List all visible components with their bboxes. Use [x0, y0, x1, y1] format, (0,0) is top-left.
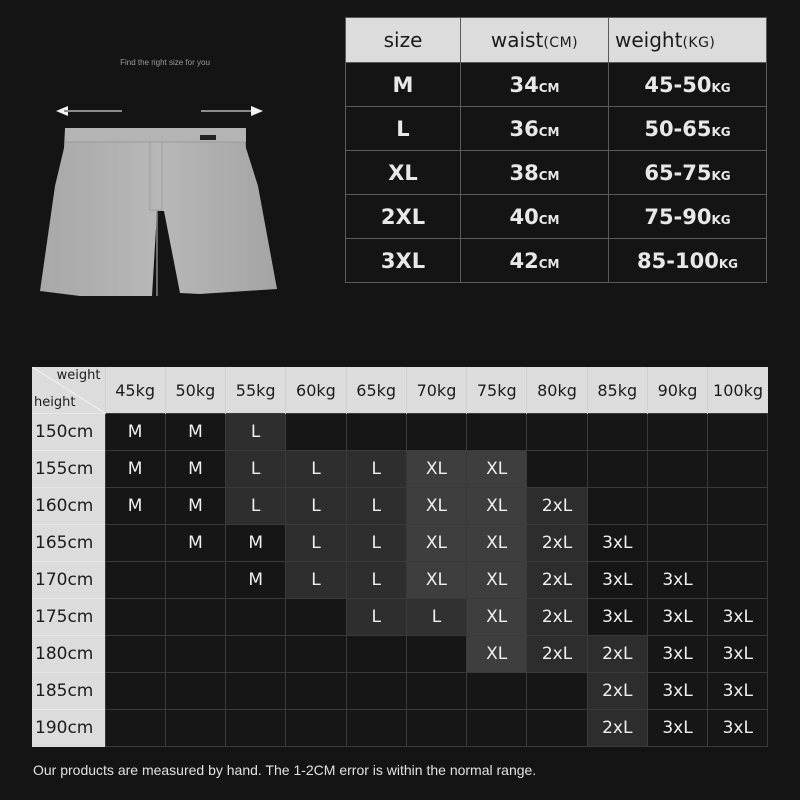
size-recommendation-cell [105, 599, 165, 636]
size-recommendation-cell: L [226, 451, 286, 488]
height-row-header: 155cm [32, 451, 105, 488]
size-recommendation-cell: M [226, 562, 286, 599]
size-recommendation-cell: XL [406, 451, 466, 488]
size-recommendation-cell: 3xL [647, 636, 707, 673]
waist-cell: 40CM [461, 195, 609, 239]
size-recommendation-cell: 3xL [587, 562, 647, 599]
size-recommendation-cell: 2xL [527, 525, 587, 562]
size-recommendation-cell [708, 525, 768, 562]
grid-row [32, 488, 768, 525]
size-recommendation-cell [346, 710, 406, 747]
size-recommendation-cell: M [165, 525, 225, 562]
size-recommendation-cell: 3xL [647, 710, 707, 747]
size-recommendation-cell: 3xL [708, 636, 768, 673]
size-recommendation-cell [647, 414, 707, 451]
weight-column-header: 100kg [708, 367, 768, 414]
weight-column-header: 50kg [165, 367, 225, 414]
height-row-header: 175cm [32, 599, 105, 636]
size-recommendation-cell: XL [467, 599, 527, 636]
grid-corner-header [32, 367, 105, 414]
size-cell: 2XL [346, 195, 461, 239]
boxer-shorts-image [40, 126, 278, 298]
size-recommendation-cell: L [346, 599, 406, 636]
size-recommendation-cell [708, 414, 768, 451]
size-recommendation-cell [346, 673, 406, 710]
height-row-header: 180cm [32, 636, 105, 673]
size-recommendation-cell [165, 636, 225, 673]
size-recommendation-cell: L [346, 525, 406, 562]
size-recommendation-cell [286, 414, 346, 451]
size-recommendation-cell [587, 414, 647, 451]
size-row [346, 107, 767, 151]
size-recommendation-cell: L [286, 525, 346, 562]
waist-cell: 34CM [461, 63, 609, 107]
measurement-disclaimer: Our products are measured by hand. The 1-2CM error is within the normal range. [33, 762, 537, 778]
size-recommendation-cell [406, 414, 466, 451]
height-row-header: 190cm [32, 710, 105, 747]
weight-column-header: 60kg [286, 367, 346, 414]
size-recommendation-cell: 2xL [527, 488, 587, 525]
size-recommendation-cell: M [165, 451, 225, 488]
size-recommendation-cell [708, 488, 768, 525]
height-axis-label: height [34, 395, 76, 410]
size-row [346, 195, 767, 239]
size-recommendation-cell: 3xL [647, 562, 707, 599]
weight-column-header: 55kg [226, 367, 286, 414]
weight-column-header: 65kg [346, 367, 406, 414]
size-recommendation-cell [346, 414, 406, 451]
size-recommendation-cell: 3xL [647, 599, 707, 636]
size-recommendation-cell: L [226, 488, 286, 525]
size-recommendation-cell [647, 451, 707, 488]
size-recommendation-cell [527, 710, 587, 747]
height-row-header: 165cm [32, 525, 105, 562]
size-recommendation-cell: 2xL [587, 673, 647, 710]
size-recommendation-cell: 3xL [587, 599, 647, 636]
size-row [346, 151, 767, 195]
size-recommendation-cell [105, 673, 165, 710]
weight-column-header: 70kg [406, 367, 466, 414]
size-recommendation-cell [286, 673, 346, 710]
weight-column-header: 75kg [467, 367, 527, 414]
size-recommendation-cell [226, 673, 286, 710]
weight-cell: 45-50KG [609, 63, 767, 107]
weight-cell: 85-100KG [609, 239, 767, 283]
size-recommendation-cell: M [226, 525, 286, 562]
size-recommendation-cell [587, 488, 647, 525]
size-recommendation-cell [105, 562, 165, 599]
height-row-header: 170cm [32, 562, 105, 599]
weight-column-header: 90kg [647, 367, 707, 414]
size-recommendation-cell [226, 636, 286, 673]
size-row [346, 239, 767, 283]
size-recommendation-cell [226, 710, 286, 747]
size-recommendation-cell [467, 414, 527, 451]
size-recommendation-cell [226, 599, 286, 636]
size-recommendation-cell: M [165, 414, 225, 451]
size-cell: 3XL [346, 239, 461, 283]
size-recommendation-cell: L [286, 562, 346, 599]
weight-column-header: 80kg [527, 367, 587, 414]
size-recommendation-cell [527, 673, 587, 710]
size-recommendation-cell: 2xL [527, 599, 587, 636]
waist-cell: 42CM [461, 239, 609, 283]
size-recommendation-cell: M [105, 414, 165, 451]
size-cell: XL [346, 151, 461, 195]
size-recommendation-cell [406, 673, 466, 710]
size-recommendation-cell [165, 710, 225, 747]
size-recommendation-cell [286, 636, 346, 673]
size-recommendation-cell: 2xL [527, 562, 587, 599]
size-recommendation-cell: L [286, 488, 346, 525]
size-recommendation-cell [708, 562, 768, 599]
height-row-header: 150cm [32, 414, 105, 451]
size-recommendation-cell [527, 414, 587, 451]
size-row [346, 63, 767, 107]
waist-cell: 38CM [461, 151, 609, 195]
size-recommendation-cell [467, 710, 527, 747]
grid-row [32, 599, 768, 636]
size-recommendation-cell [286, 710, 346, 747]
header-weight: weight(KG) [609, 18, 767, 63]
weight-cell: 50-65KG [609, 107, 767, 151]
size-recommendation-cell [105, 525, 165, 562]
size-recommendation-cell: 2xL [527, 636, 587, 673]
arrow-left-icon [56, 106, 122, 116]
size-recommendation-cell: L [226, 414, 286, 451]
grid-row [32, 525, 768, 562]
grid-row [32, 710, 768, 747]
size-recommendation-cell [647, 488, 707, 525]
size-recommendation-cell [587, 451, 647, 488]
size-recommendation-cell: L [346, 451, 406, 488]
size-recommendation-cell [708, 451, 768, 488]
size-recommendation-cell: 3xL [708, 673, 768, 710]
size-recommendation-cell [165, 562, 225, 599]
size-recommendation-cell: XL [467, 562, 527, 599]
size-recommendation-cell [286, 599, 346, 636]
size-recommendation-cell: 3xL [647, 673, 707, 710]
size-recommendation-cell [527, 451, 587, 488]
size-recommendation-cell [406, 710, 466, 747]
height-row-header: 185cm [32, 673, 105, 710]
size-recommendation-cell [165, 599, 225, 636]
height-weight-size-grid [32, 367, 768, 747]
size-recommendation-cell: 3xL [708, 710, 768, 747]
size-recommendation-cell: L [286, 451, 346, 488]
weight-axis-label: weight [56, 368, 101, 383]
grid-row [32, 451, 768, 488]
size-recommendation-cell [406, 636, 466, 673]
weight-cell: 75-90KG [609, 195, 767, 239]
size-recommendation-cell: XL [406, 525, 466, 562]
size-recommendation-cell [467, 673, 527, 710]
grid-row [32, 562, 768, 599]
size-recommendation-cell: M [105, 451, 165, 488]
size-recommendation-cell: XL [406, 562, 466, 599]
size-recommendation-cell [105, 710, 165, 747]
height-row-header: 160cm [32, 488, 105, 525]
grid-row [32, 636, 768, 673]
size-recommendation-cell: 3xL [587, 525, 647, 562]
size-recommendation-cell: L [346, 562, 406, 599]
size-recommendation-cell: XL [467, 525, 527, 562]
grid-row [32, 414, 768, 451]
size-recommendation-cell: L [406, 599, 466, 636]
tagline: Find the right size for you [120, 58, 210, 67]
size-chart-table [345, 17, 767, 283]
waist-cell: 36CM [461, 107, 609, 151]
size-cell: L [346, 107, 461, 151]
size-recommendation-cell [165, 673, 225, 710]
size-recommendation-cell: XL [467, 488, 527, 525]
weight-column-header: 45kg [105, 367, 165, 414]
size-recommendation-cell: M [165, 488, 225, 525]
size-recommendation-cell: 3xL [708, 599, 768, 636]
header-waist: waist(CM) [461, 18, 609, 63]
size-recommendation-cell: L [346, 488, 406, 525]
size-cell: M [346, 63, 461, 107]
weight-cell: 65-75KG [609, 151, 767, 195]
grid-row [32, 673, 768, 710]
size-recommendation-cell: 2xL [587, 710, 647, 747]
arrow-right-icon [201, 106, 263, 116]
size-recommendation-cell [647, 525, 707, 562]
size-recommendation-cell: 2xL [587, 636, 647, 673]
weight-column-header: 85kg [587, 367, 647, 414]
size-recommendation-cell [105, 636, 165, 673]
size-recommendation-cell: XL [406, 488, 466, 525]
size-recommendation-cell: M [105, 488, 165, 525]
size-recommendation-cell: XL [467, 636, 527, 673]
size-recommendation-cell [346, 636, 406, 673]
size-recommendation-cell: XL [467, 451, 527, 488]
header-size: size [346, 18, 461, 63]
